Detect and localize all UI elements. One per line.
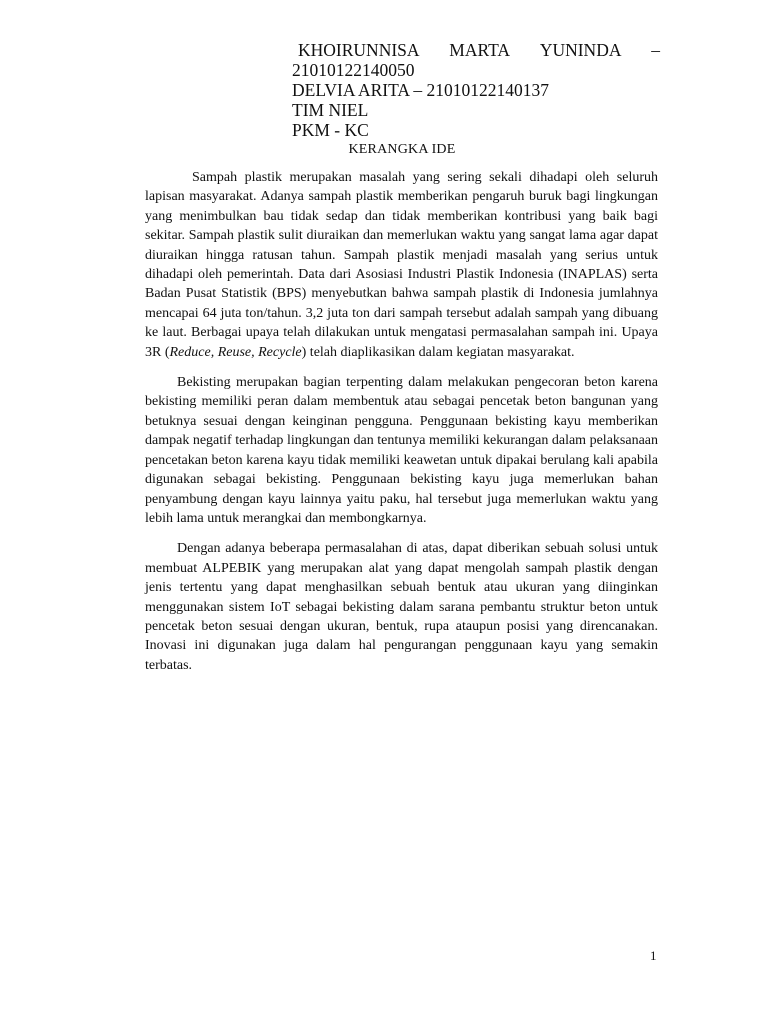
paragraph-3: Dengan adanya beberapa permasalahan di atas, dapat diberikan sebuah solusi untuk membuat ALPEBIK yang merupakan alat yang dapat mengolah sampah plastik dengan jenis tertentu yang dapat menghasilkan sebuah bentuk atau ukuran yang diinginkan menggunakan sistem IoT sebagai bekisting dalam sarana pembantu struktur beton untuk pencetak beton sesuai dengan ukuran, bentuk, rupa ataupun posisi yang direncanakan. Inovasi ini digunakan juga dalam hal pengurangan penggunaan kayu yang semakin terbatas. — [145, 541, 658, 673]
team-name: TIM NIEL — [292, 100, 369, 120]
paragraph-1-italic-terms: Reduce, Reuse, Recycle — [169, 344, 302, 360]
author1-first-name: KHOIRUNNISA — [298, 40, 420, 60]
author1-last-name: YUNINDA — [539, 40, 622, 60]
author1-student-id: 21010122140050 — [292, 60, 415, 80]
author-header — [292, 40, 660, 140]
page-number: 1 — [650, 948, 657, 963]
document-body — [145, 168, 658, 686]
program-name: PKM - KC — [292, 120, 369, 140]
paragraph-2: Bekisting merupakan bagian terpenting dalam melakukan pengecoran beton karena bekisting memiliki peran dalam membentuk atau sebagai pencetak beton bangunan yang betuknya sesuai dengan keinginan pengguna. Penggunaan bekisting kayu memberikan dampak negatif terhadap lingkungan dan tentunya memiliki kekurangan dalam pelaksanaan pencetakan beton karena kayu tidak memiliki keawetan untuk dipakai berulang kali apabila digunakan sebagai bekisting. Penggunaan bekisting kayu juga memerlukan bahan penyambung dengan kayu lainnya yaitu paku, hal tersebut juga memerlukan waktu yang lebih lama untuk merangkai dan membongkarnya. — [145, 375, 658, 526]
author-name-line-1 — [292, 40, 660, 60]
author1-middle-name: MARTA — [449, 40, 511, 60]
paragraph-1-text: Sampah plastik merupakan masalah yang sering sekali dihadapi oleh seluruh lapisan masyarakat. Adanya sampah plastik memberikan pengaruh buruk bagi lingkungan yang menimbulkan bau tidak sedap dan tidak memberikan kontribusi yang baik bagi sekitar. Sampah plastik sulit diuraikan dan memerlukan waktu yang sangat lama agar dapat diuraikan hingga ratusan tahun. Sampah plastik menjadi masalah yang serius untuk dihadapi oleh pemerintah. Data dari Asosiasi Industri Plastik Indonesia (INAPLAS) serta Badan Pusat Statistik (BPS) menyebutkan bahwa sampah plastik di Indonesia jumlahnya mencapai 64 juta ton/tahun. 3,2 juta ton dari sampah tersebut adalah sampah yang dibuang ke laut. Berbagai upaya telah dilakukan untuk mengatasi permasalahan sampah ini. Upaya 3R ( — [145, 170, 658, 360]
paragraph-1 — [145, 168, 658, 362]
document-title: KERANGKA IDE — [348, 142, 456, 157]
author2-line: DELVIA ARITA – 21010122140137 — [292, 80, 550, 100]
author1-dash: – — [651, 40, 660, 60]
paragraph-1-text-end: ) telah diaplikasikan dalam kegiatan masyarakat. — [301, 344, 575, 360]
